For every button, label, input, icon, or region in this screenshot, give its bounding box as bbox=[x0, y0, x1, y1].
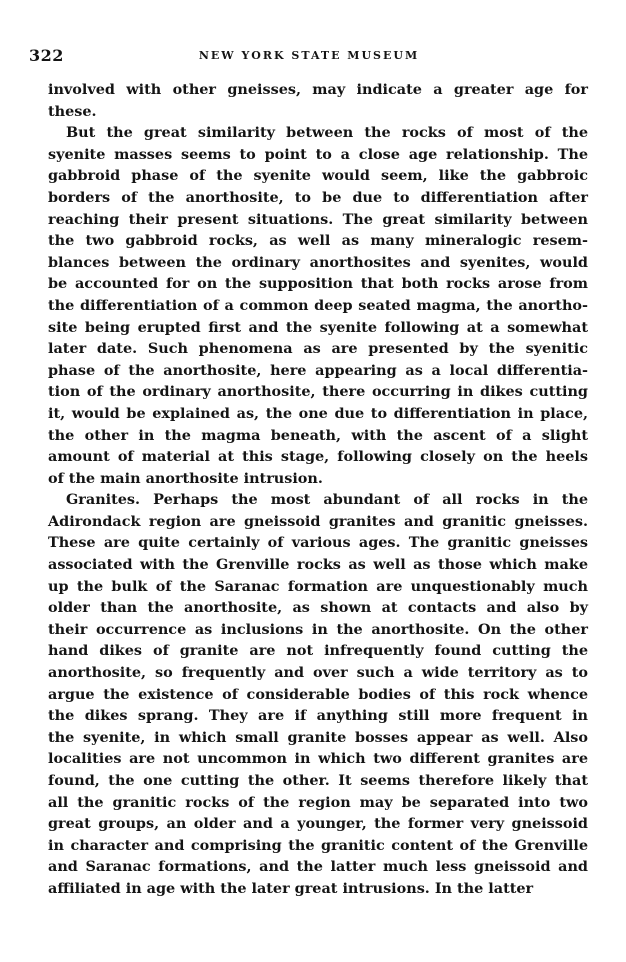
text-line: found, the one cutting the other. It seems therefore likely that bbox=[48, 772, 588, 789]
text-line: the two gabbroid rocks, as well as many mineralogic resem- bbox=[48, 232, 588, 250]
text-line bbox=[48, 489, 588, 511]
text-line: all the granitic rocks of the region may be separated into two bbox=[48, 793, 588, 811]
text-line: older than the anorthosite, as shown at contacts and also by bbox=[48, 599, 588, 617]
running-title: NEW YORK STATE MUSEUM bbox=[198, 49, 420, 62]
text-line: localities are not uncommon in which two different granites are bbox=[48, 750, 588, 768]
text-line: great groups, an older and a younger, the former very gneissoid bbox=[48, 815, 588, 833]
text-line: Adirondack region are gneissoid granites and granitic gneisses. bbox=[48, 512, 588, 530]
text-line: amount of material at this stage, following closely on the heels bbox=[48, 448, 588, 466]
text-line: borders of the anorthosite, to be due to differentiation after bbox=[48, 188, 588, 206]
text-line: these. bbox=[48, 102, 97, 120]
text-line: the differentiation of a common deep seated magma, the anortho- bbox=[48, 296, 588, 314]
text-line: reaching their present situations. The great similarity between bbox=[48, 210, 588, 228]
text-line: These are quite certainly of various ages. The granitic gneisses bbox=[48, 534, 588, 552]
text-line: phase of the anorthosite, here appearing as a local differentia- bbox=[48, 361, 588, 379]
text-line: the syenite, in which small granite bosses appear as well. Also bbox=[48, 728, 588, 746]
text-line: the other in the magma beneath, with the ascent of a slight bbox=[48, 426, 588, 444]
text-line: later date. Such phenomena as are presented by the syenitic bbox=[48, 340, 588, 358]
text-line: involved with other gneisses, may indicate a greater age for bbox=[48, 81, 588, 98]
text-line: site being erupted first and the syenite following at a somewhat bbox=[48, 318, 588, 336]
text-line: the dikes sprang. They are if anything still more frequent in bbox=[48, 707, 588, 725]
text-line: gabbroid phase of the syenite would seem, like the gabbroic bbox=[48, 167, 588, 185]
line-text: Perhaps the most abundant of all rocks in the bbox=[153, 491, 589, 509]
text-line: in character and comprising the granitic content of the Grenville bbox=[48, 836, 588, 854]
text-line: up the bulk of the Saranac formation are unquestionably much bbox=[48, 577, 588, 595]
running-head bbox=[29, 46, 589, 66]
text-line: be accounted for on the supposition that both rocks arose from bbox=[48, 275, 588, 293]
text-line: argue the existence of considerable bodies of this rock whence bbox=[48, 685, 588, 703]
text-line: it, would be explained as, the one due to differentiation in place, bbox=[48, 404, 588, 422]
text-line: tion of the ordinary anorthosite, there occurring in dikes cutting bbox=[48, 383, 588, 401]
body-text bbox=[48, 79, 588, 900]
text-line: blances between the ordinary anorthosites and syenites, would bbox=[48, 253, 588, 271]
text-line: of the main anorthosite intrusion. bbox=[48, 469, 323, 487]
text-line: hand dikes of granite are not infrequently found cutting the bbox=[48, 642, 588, 660]
text-line: anorthosite, so frequently and over such a wide territory as to bbox=[48, 664, 588, 682]
text-line: associated with the Grenville rocks as well as those which make bbox=[48, 556, 588, 574]
text-line: affiliated in age with the later great intrusions. In the latter bbox=[48, 879, 534, 897]
side-heading: Granites. bbox=[66, 491, 141, 509]
page-number: 322 bbox=[29, 46, 64, 65]
text-line: syenite masses seems to point to a close age relationship. The bbox=[48, 145, 588, 163]
text-line: and Saranac formations, and the latter much less gneissoid and bbox=[48, 858, 588, 876]
text-line: But the great similarity between the rocks of most of the bbox=[66, 124, 588, 142]
text-line: their occurrence as inclusions in the anorthosite. On the other bbox=[48, 620, 588, 638]
